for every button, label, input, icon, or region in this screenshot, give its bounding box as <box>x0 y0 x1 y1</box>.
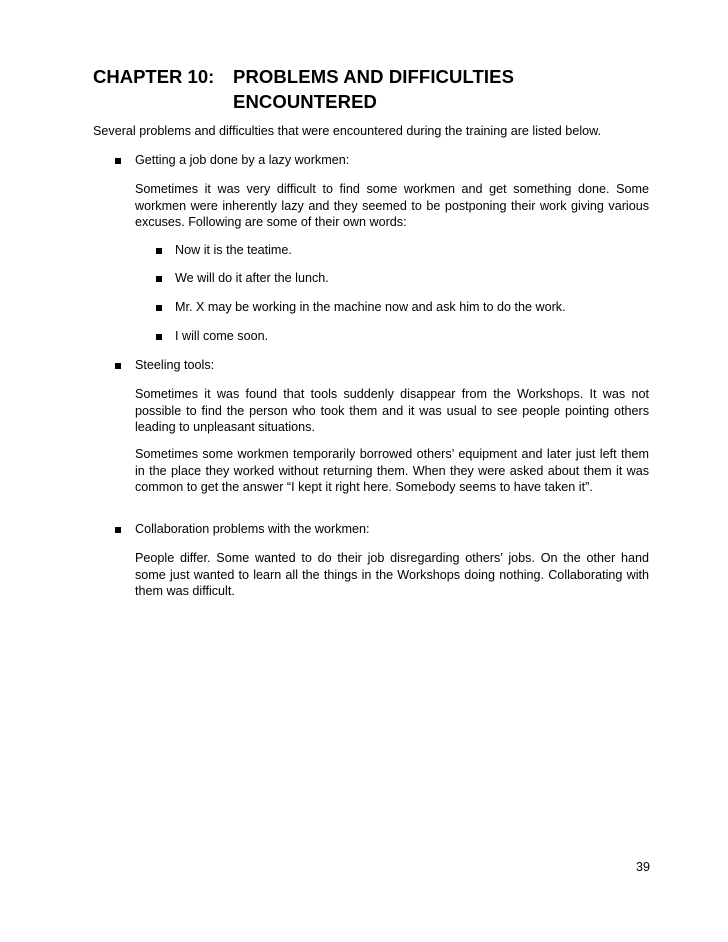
subitem-text: Now it is the teatime. <box>175 243 292 257</box>
bullet-square-icon <box>156 248 162 254</box>
bullet-square-icon <box>115 363 121 369</box>
intro-paragraph: Several problems and difficulties that were encountered during the training are listed below. <box>93 124 602 138</box>
chapter-title <box>233 64 653 114</box>
page-number: 39 <box>635 860 650 874</box>
bullet-square-icon <box>156 305 162 311</box>
section-3-heading: Collaboration problems with the workmen: <box>135 522 370 536</box>
bullet-square-icon <box>115 527 121 533</box>
section-2-paragraph-1: Sometimes it was found that tools suddenly disappear from the Workshops. It was not possible to find the person who took them and it was usual to see people pointing others leading to unpleasant situations. <box>135 387 649 434</box>
section-2-paragraph-2: Sometimes some workmen temporarily borrowed others’ equipment and later just left them in the place they worked without returning them. When they were asked about them it was common to get the answer “I kept it right here. Somebody seems to have taken it”. <box>135 447 649 494</box>
section-2-heading: Steeling tools: <box>135 358 215 372</box>
chapter-heading <box>93 64 653 114</box>
bullet-square-icon <box>115 158 121 164</box>
subitem-text: We will do it after the lunch. <box>175 271 329 285</box>
subitem-text: I will come soon. <box>175 329 269 343</box>
chapter-label: CHAPTER 10: <box>93 66 215 87</box>
chapter-title-line-1: PROBLEMS AND DIFFICULTIES <box>233 66 515 87</box>
bullet-square-icon <box>156 334 162 340</box>
subitem-text: Mr. X may be working in the machine now and ask him to do the work. <box>175 300 566 314</box>
section-3-paragraph-1: People differ. Some wanted to do their job disregarding others’ jobs. On the other hand some just wanted to learn all the things in the Workshops doing nothing. Collaborating with them was difficult. <box>135 551 649 598</box>
section-1-paragraph-1: Sometimes it was very difficult to find some workmen and get something done. Some workmen were inherently lazy and they seemed to be postponing their work giving various excuses. Following are some of their own words: <box>135 182 649 229</box>
section-1-heading: Getting a job done by a lazy workmen: <box>135 153 350 167</box>
bullet-square-icon <box>156 276 162 282</box>
chapter-title-line-2: ENCOUNTERED <box>233 91 377 112</box>
